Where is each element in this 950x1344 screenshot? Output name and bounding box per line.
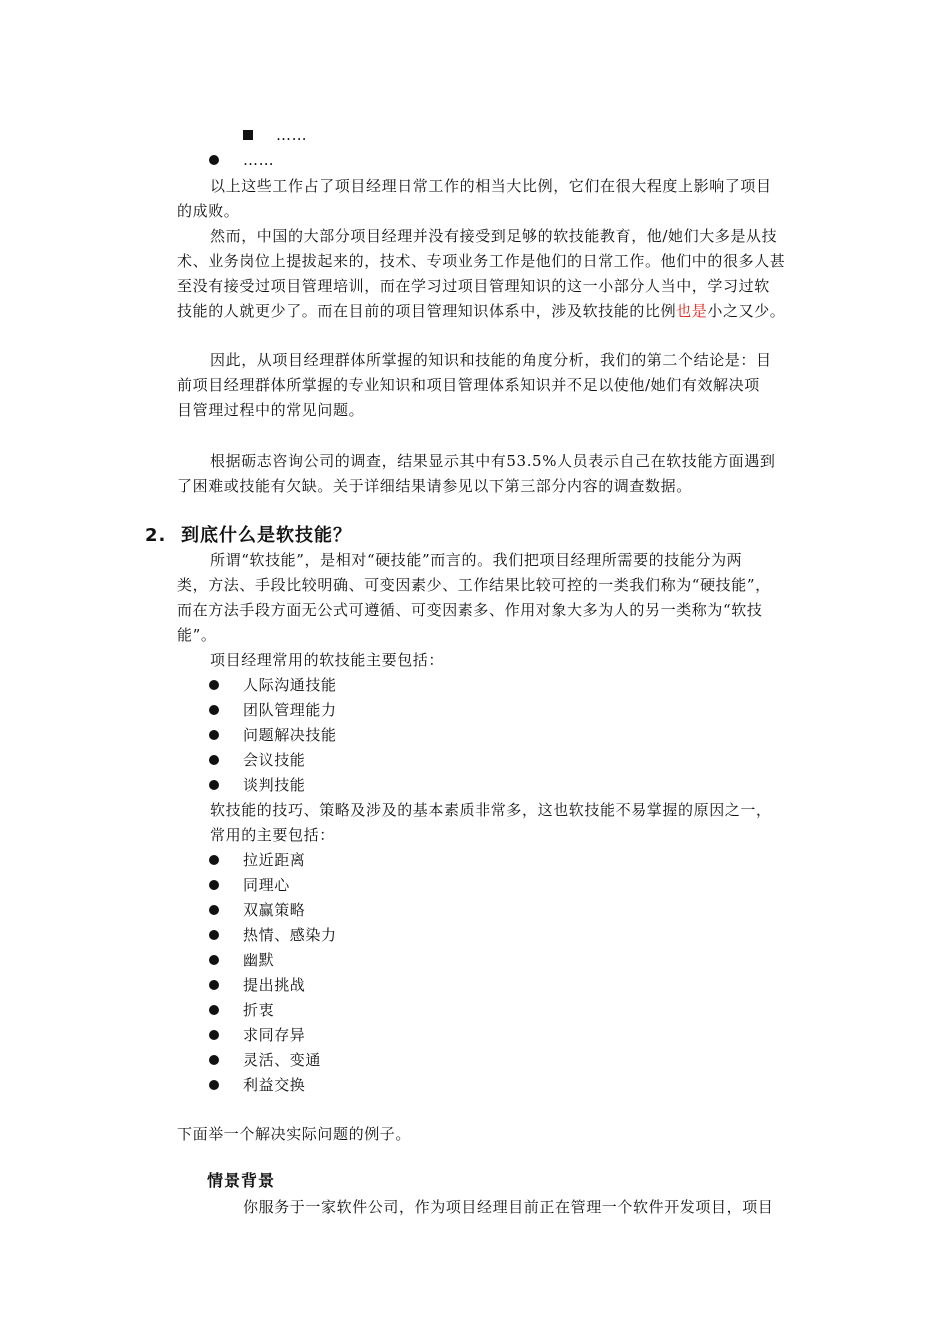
list-item: 幽默 [243, 951, 275, 969]
list-item: …… [276, 126, 308, 144]
bullet-icon [209, 905, 219, 915]
subsection-title: 情景背景 [207, 1171, 276, 1190]
bullet-icon [209, 955, 219, 965]
paragraph-line: 前项目经理群体所掌握的专业知识和项目管理体系知识并不足以使他/她们有效解决项 [177, 376, 760, 394]
paragraph-line: 能”。 [177, 626, 217, 644]
section-heading [145, 524, 352, 548]
paragraph-line: 所谓“软技能”，是相对“硬技能”而言的。我们把项目经理所需要的技能分为两 [210, 551, 743, 569]
paragraph-line: 然而，中国的大部分项目经理并没有接受到足够的软技能教育，他/她们大多是从技 [210, 227, 778, 245]
bullet-icon [209, 730, 219, 740]
paragraph-line: 至没有接受过项目管理培训，而在学习过项目管理知识的这一小部分人当中，学习过软 [177, 277, 770, 295]
paragraph-line: 了困难或技能有欠缺。关于详细结果请参见以下第三部分内容的调查数据。 [177, 477, 692, 495]
list-item: 热情、感染力 [243, 926, 337, 944]
list-item: 双赢策略 [243, 901, 306, 919]
list-intro: 项目经理常用的软技能主要包括： [210, 651, 445, 669]
paragraph-text: 技能的人就更少了。而在目前的项目管理知识体系中，涉及软技能的比例 [177, 302, 677, 320]
paragraph-line: 你服务于一家软件公司，作为项目经理目前正在管理一个软件开发项目，项目 [243, 1198, 774, 1216]
list-item: 求同存异 [243, 1026, 306, 1044]
list-item: 拉近距离 [243, 851, 306, 869]
list-item: 提出挑战 [243, 976, 306, 994]
section-title: 到底什么是软技能？ [181, 525, 352, 546]
list-item: 同理心 [243, 876, 290, 894]
list-item: 谈判技能 [243, 776, 306, 794]
section-number: 2. [145, 525, 167, 546]
paragraph-text: 小之又少。 [707, 302, 786, 320]
paragraph-line: 因此，从项目经理群体所掌握的知识和技能的角度分析，我们的第二个结论是：目 [210, 351, 772, 369]
bullet-icon [209, 1055, 219, 1065]
paragraph-line: 以上这些工作占了项目经理日常工作的相当大比例，它们在很大程度上影响了项目 [210, 177, 772, 195]
paragraph-line: 而在方法手段方面无公式可遵循、可变因素多、作用对象大多为人的另一类称为“软技 [177, 601, 763, 619]
paragraph-line: 术、业务岗位上提拔起来的，技术、专项业务工作是他们的日常工作。他们中的很多人甚 [177, 252, 786, 270]
list-item: 人际沟通技能 [243, 676, 337, 694]
list-item: …… [243, 151, 275, 169]
bullet-icon [209, 755, 219, 765]
list-item: 灵活、变通 [243, 1051, 322, 1069]
list-item: 问题解决技能 [243, 726, 337, 744]
bullet-icon [209, 1030, 219, 1040]
bullet-icon [209, 780, 219, 790]
bullet-icon [209, 980, 219, 990]
paragraph-line [177, 301, 785, 321]
bullet-icon [209, 1080, 219, 1090]
paragraph-line: 根据砺志咨询公司的调查，结果显示其中有53.5%人员表示自己在软技能方面遇到 [210, 452, 776, 470]
paragraph-line: 类，方法、手段比较明确、可变因素少、工作结果比较可控的一类我们称为“硬技能”， [177, 576, 771, 594]
list-item: 会议技能 [243, 751, 306, 769]
paragraph-line: 的成败。 [177, 202, 240, 220]
list-item: 折衷 [243, 1001, 275, 1019]
bullet-icon [209, 1005, 219, 1015]
square-bullet-icon [243, 130, 253, 140]
paragraph-line: 下面举一个解决实际问题的例子。 [177, 1125, 412, 1143]
list-intro: 软技能的技巧、策略及涉及的基本素质非常多，这也软技能不易掌握的原因之一， [210, 801, 772, 819]
bullet-icon [209, 680, 219, 690]
highlighted-text: 也是 [676, 302, 708, 320]
bullet-icon [209, 155, 219, 165]
bullet-icon [209, 705, 219, 715]
bullet-icon [209, 880, 219, 890]
list-item: 团队管理能力 [243, 701, 337, 719]
bullet-icon [209, 930, 219, 940]
bullet-icon [209, 855, 219, 865]
paragraph-line: 目管理过程中的常见问题。 [177, 401, 365, 419]
list-item: 利益交换 [243, 1076, 306, 1094]
list-intro: 常用的主要包括： [210, 826, 335, 844]
